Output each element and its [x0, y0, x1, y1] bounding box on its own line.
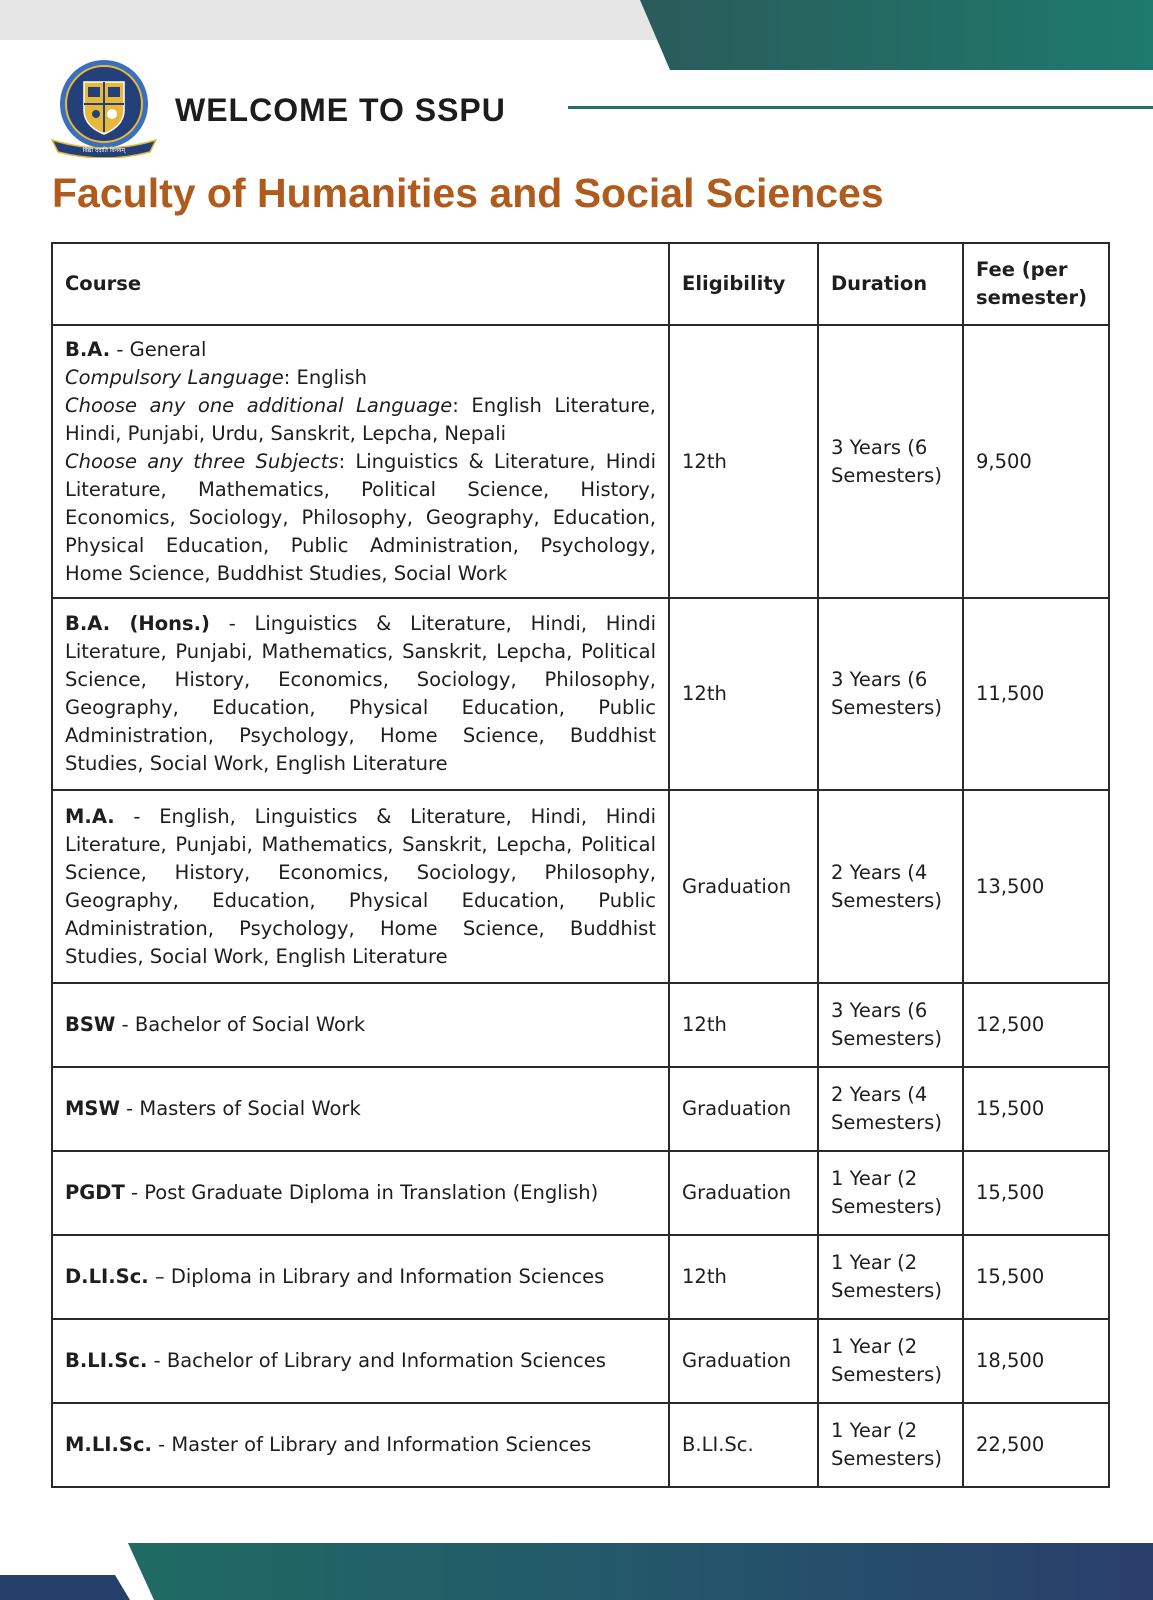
eligibility-cell: 12th — [669, 598, 818, 790]
eligibility-cell: Graduation — [669, 1319, 818, 1403]
course-code: MSW — [65, 1097, 120, 1120]
course-cell — [52, 1067, 669, 1151]
course-cell — [52, 1151, 669, 1235]
fee-cell: 15,500 — [963, 1235, 1109, 1319]
table-row — [52, 1403, 1109, 1487]
header-course: Course — [52, 243, 669, 325]
fee-cell: 11,500 — [963, 598, 1109, 790]
duration-cell: 2 Years (4 Semesters) — [818, 790, 963, 983]
compulsory-language-value: : English — [283, 365, 367, 389]
logo-ribbon-text: विद्या ददाति विनयम् — [82, 147, 126, 154]
table-row — [52, 983, 1109, 1067]
fee-cell: 22,500 — [963, 1403, 1109, 1487]
top-teal-banner — [640, 0, 1153, 70]
course-cell — [52, 1403, 669, 1487]
course-separator: - — [114, 804, 160, 828]
eligibility-cell: Graduation — [669, 1067, 818, 1151]
course-title: Bachelor of Social Work — [134, 1013, 366, 1036]
header-fee: Fee (per semester) — [963, 243, 1109, 325]
fee-cell: 13,500 — [963, 790, 1109, 983]
eligibility-cell: Graduation — [669, 790, 818, 983]
subjects-value: : Linguistics & Literature, Hindi Literature, Mathematics, Political Science, History, Economics, Sociology, Philosophy, Geography, Education, Physical Education, Public Administration, Psychology, Home Science, Buddhist Studies, Social Work — [65, 449, 656, 585]
course-code: M.A. — [65, 804, 115, 828]
eligibility-cell: B.LI.Sc. — [669, 1403, 818, 1487]
bottom-navy-band — [0, 1575, 130, 1600]
course-separator: - — [151, 1433, 172, 1456]
duration-cell: 1 Year (2 Semesters) — [818, 1319, 963, 1403]
course-cell — [52, 1235, 669, 1319]
header-eligibility: Eligibility — [669, 243, 818, 325]
subjects-label: Choose any three Subjects — [65, 449, 339, 473]
table-row — [52, 598, 1109, 790]
duration-cell: 3 Years (6 Semesters) — [818, 598, 963, 790]
course-separator: – — [148, 1265, 171, 1288]
courses-table — [51, 242, 1110, 1488]
course-title: Post Graduate Diploma in Translation (English) — [144, 1181, 599, 1204]
course-separator: - — [124, 1181, 145, 1204]
course-separator: - — [209, 612, 255, 635]
compulsory-language-label: Compulsory Language — [65, 365, 284, 389]
course-cell — [52, 983, 669, 1067]
table-row — [52, 790, 1109, 983]
duration-cell: 1 Year (2 Semesters) — [818, 1151, 963, 1235]
course-title: Master of Library and Information Sciences — [171, 1433, 592, 1456]
course-cell — [52, 325, 669, 598]
table-row — [52, 325, 1109, 598]
table-row — [52, 1235, 1109, 1319]
course-title: English, Linguistics & Literature, Hindi, Hindi Literature, Punjabi, Mathematics, Sanskrit, Lepcha, Political Science, History, Economics, Sociology, Philosophy, Geography, Education, Physical Education, Public Administration, Psychology, Home Science, Buddhist Studies, Social Work, English Literature — [65, 804, 656, 968]
eligibility-cell: 12th — [669, 325, 818, 598]
duration-cell: 3 Years (6 Semesters) — [818, 983, 963, 1067]
header-divider — [568, 106, 1153, 109]
course-title: Linguistics & Literature, Hindi, Hindi Literature, Punjabi, Mathematics, Sanskrit, Lepcha, Political Science, History, Economics, Sociology, Philosophy, Geography, Education, Physical Education, Public Administration, Psychology, Home Science, Buddhist Studies, Social Work, English Literature — [65, 612, 657, 775]
table-row — [52, 1067, 1109, 1151]
course-cell — [52, 598, 669, 790]
eligibility-cell: Graduation — [669, 1151, 818, 1235]
course-code: B.A. (Hons.) — [65, 612, 210, 635]
course-title: Diploma in Library and Information Sciences — [170, 1265, 605, 1288]
course-code: M.LI.Sc. — [65, 1433, 152, 1456]
course-code: D.LI.Sc. — [65, 1265, 149, 1288]
course-code: BSW — [65, 1013, 116, 1036]
welcome-heading: WELCOME TO SSPU — [175, 92, 506, 128]
course-code: B.A. — [65, 337, 111, 361]
course-separator: - — [147, 1349, 167, 1372]
duration-cell: 1 Year (2 Semesters) — [818, 1235, 963, 1319]
duration-cell: 3 Years (6 Semesters) — [818, 325, 963, 598]
course-cell — [52, 790, 669, 983]
bottom-teal-banner — [128, 1543, 1153, 1600]
course-separator: - — [110, 337, 130, 361]
course-separator: - — [115, 1013, 135, 1036]
duration-cell: 1 Year (2 Semesters) — [818, 1403, 963, 1487]
header-duration: Duration — [818, 243, 963, 325]
faculty-title: Faculty of Humanities and Social Sciences — [52, 170, 884, 216]
eligibility-cell: 12th — [669, 1235, 818, 1319]
course-code: B.LI.Sc. — [65, 1349, 148, 1372]
fee-cell: 18,500 — [963, 1319, 1109, 1403]
course-code: PGDT — [65, 1181, 125, 1204]
table-header-row — [52, 243, 1109, 325]
table-row — [52, 1319, 1109, 1403]
additional-language-value: : English Literature, Hindi, Punjabi, Urdu, Sanskrit, Lepcha, Nepali — [65, 393, 657, 445]
course-title: General — [129, 337, 207, 361]
fee-cell: 12,500 — [963, 983, 1109, 1067]
fee-cell: 15,500 — [963, 1151, 1109, 1235]
university-logo-icon — [50, 58, 158, 158]
eligibility-cell: 12th — [669, 983, 818, 1067]
table-row — [52, 1151, 1109, 1235]
course-cell — [52, 1319, 669, 1403]
course-title: Masters of Social Work — [139, 1097, 361, 1120]
fee-cell: 15,500 — [963, 1067, 1109, 1151]
course-title: Bachelor of Library and Information Sciences — [166, 1349, 606, 1372]
additional-language-label: Choose any one additional Language — [65, 393, 453, 417]
fee-cell: 9,500 — [963, 325, 1109, 598]
course-separator: - — [119, 1097, 140, 1120]
duration-cell: 2 Years (4 Semesters) — [818, 1067, 963, 1151]
